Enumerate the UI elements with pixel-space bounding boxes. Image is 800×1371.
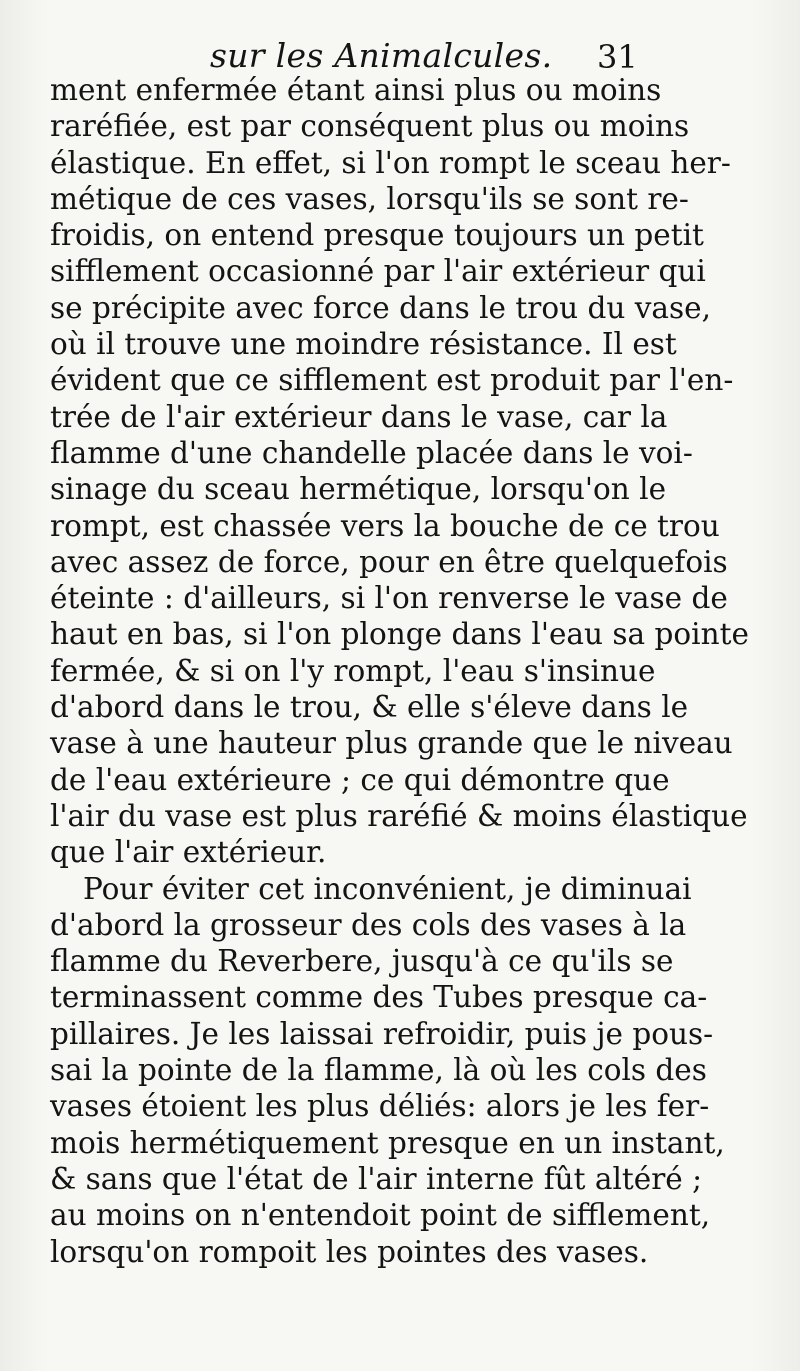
text-line: se précipite avec force dans le trou du vase, [50, 290, 711, 325]
text-line: haut en bas, si l'on plonge dans l'eau sa pointe [50, 617, 749, 652]
text-line: élastique. En effet, si l'on rompt le sceau her- [50, 145, 731, 180]
text-line: pillaires. Je les laissai refroidir, puis je pous- [50, 1016, 714, 1051]
body-text [50, 72, 749, 1270]
text-line: raréfiée, est par conséquent plus ou moins [50, 109, 690, 144]
text-line: fermée, & si on l'y rompt, l'eau s'insinue [50, 653, 656, 688]
text-line: Pour éviter cet inconvénient, je diminuai [83, 871, 692, 906]
page-number: 31 [597, 38, 638, 76]
text-line: lorsqu'on rompoit les pointes des vases. [50, 1234, 649, 1269]
text-line: de l'eau extérieure ; ce qui démontre que [50, 762, 670, 797]
text-line: avec assez de force, pour en être quelquefois [50, 544, 728, 579]
text-line: vase à une hauteur plus grande que le niveau [50, 726, 733, 761]
text-line: sifflement occasionné par l'air extérieur qui [50, 254, 706, 289]
text-line: l'air du vase est plus raréfié & moins élastique [50, 798, 748, 833]
text-line: que l'air extérieur. [50, 835, 327, 870]
text-line: d'abord la grosseur des cols des vases à la [50, 907, 687, 942]
text-line: mois hermétiquement presque en un instant, [50, 1125, 725, 1160]
paragraph-1 [50, 72, 749, 871]
text-line: où il trouve une moindre résistance. Il est [50, 327, 677, 362]
text-line: froidis, on entend presque toujours un petit [50, 218, 704, 253]
running-head: sur les Animalcules. [210, 36, 553, 75]
text-line: trée de l'air extérieur dans le vase, car la [50, 399, 668, 434]
text-line: d'abord dans le trou, & elle s'éleve dans le [50, 690, 689, 725]
text-line: vases étoient les plus déliés: alors je les fer- [50, 1089, 710, 1124]
text-line: sinage du sceau hermétique, lorsqu'on le [50, 472, 667, 507]
text-line: évident que ce sifflement est produit par l'en- [50, 363, 734, 398]
text-line: & sans que l'état de l'air interne fût altéré ; [50, 1161, 703, 1196]
text-line: éteinte : d'ailleurs, si l'on renverse le vase de [50, 581, 728, 616]
text-line: ment enfermée étant ainsi plus ou moins [50, 73, 662, 107]
text-line: au moins on n'entendoit point de sifflement, [50, 1198, 711, 1233]
text-line: rompt, est chassée vers la bouche de ce trou [50, 508, 720, 543]
text-line: flamme du Reverbere, jusqu'à ce qu'ils se [50, 944, 674, 979]
paragraph-2 [50, 871, 725, 1270]
text-line: métique de ces vases, lorsqu'ils se sont re- [50, 181, 689, 216]
text-line: terminassent comme des Tubes presque ca- [50, 980, 708, 1015]
text-line: sai la pointe de la flamme, là où les cols des [50, 1053, 707, 1088]
text-line: flamme d'une chandelle placée dans le voi- [50, 435, 693, 470]
